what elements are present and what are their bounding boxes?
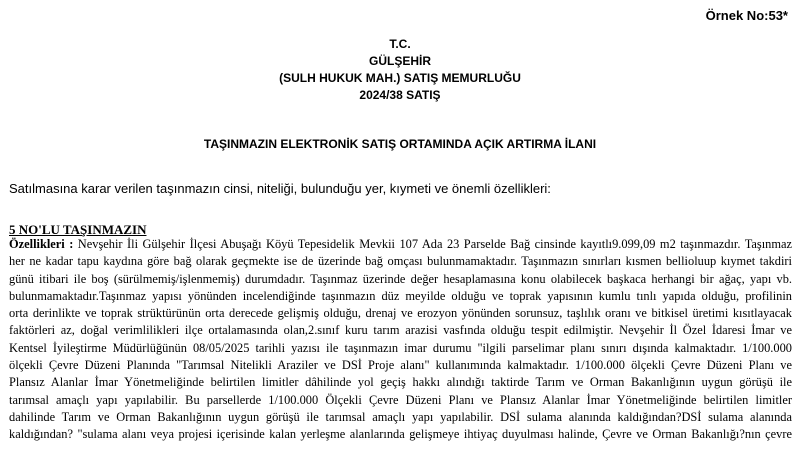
features-line: faktörleri az, doğal verimlilikleri ilçe ortalamasında olan,2.sınıf kuru tarım arazisi vasfında olduğu tespit edilmiştir. Nevşehir İl Özel İdaresi İmar ve xyxy=(9,323,792,338)
features-line: Plansız Alanlar İmar Yönetmeliğinde belirtilen limitler dâhilinde yol geçiş hakkı alındığı taktirde Tarım ve Orman Bakanlığının uygun görüşü ile xyxy=(9,375,792,390)
header-line-tc: T.C. xyxy=(389,37,411,51)
features-line: orta derinlikte ve toprak strüktürünün orta derecede gelişmiş olduğu, drenaj ve erozyon yönünden sorunsuz, taşlılık oranı ve bitkisel üretimi kısıtlayacak xyxy=(9,306,792,321)
example-number: Örnek No:53* xyxy=(705,8,788,23)
document-header xyxy=(0,36,800,104)
features-line xyxy=(9,236,792,253)
features-line: her ne kadar tapu kaydına göre bağ olarak geçmekte ise de üzerinde bağ omçası bulunmamaktadır. Taşınmazın sınırları kısmen bellioluup kıymet takdiri xyxy=(9,254,792,269)
features-line: Kentsel İyileştirme Müdürlüğünün 08/05/2025 tarihli yazısı ile taşınmazın imar durumu "ilgili parselimar planı sınırı dışında kalmaktadır. 1/100.000 xyxy=(9,340,792,355)
header-line-file-no: 2024/38 SATIŞ xyxy=(359,88,441,102)
property-features xyxy=(9,236,792,444)
notice-title: TAŞINMAZIN ELEKTRONİK SATIŞ ORTAMINDA AÇIK ARTIRMA İLANI xyxy=(203,137,597,151)
features-line: bulunmamaktadır.Taşınmaz yapısı yönünden incelendiğinde taşınmazın düz meyilde olduğu ve toprak yapısının kumlu tınlı yapıda olduğu, profilinin xyxy=(9,288,792,303)
intro-text: Satılmasına karar verilen taşınmazın cinsi, niteliği, bulunduğu yer, kıymeti ve önemli özellikleri: xyxy=(9,181,551,196)
features-line: kaldığından? "sulama alanı veya projesi içerisinde kalan yerleşme alanlarında gelişmeye ihtiyaç duyulması halinde, Çevre ve Orman Bakanlığı?nın çevre xyxy=(9,427,792,442)
features-line: tarımsal amaçlı yapı yapılabilir. Bu parsellerde 1/100.000 Ölçekli Çevre Düzeni Planı ve Plansız Alanlar İmar Yönetmeliğinde belirtilen limitler xyxy=(9,392,792,407)
property-heading: 5 NO'LU TAŞINMAZIN xyxy=(9,222,147,237)
features-text: Nevşehir İli Gülşehir İlçesi Abuşağı Köyü Tepesidelik Mevkii 107 Ada 23 Parselde Bağ cinsinde kayıtlı9.099,09 m2 taşınmazdır. Taşınmaz xyxy=(73,237,792,251)
features-label: Özellikleri : xyxy=(9,237,74,251)
header-line-office: (SULH HUKUK MAH.) SATIŞ MEMURLUĞU xyxy=(279,71,521,85)
header-line-gulsehir: GÜLŞEHİR xyxy=(368,54,431,68)
features-line: günü itibari ile boş (sürülmemiş/işlenmemiş) durumdadır. Taşınmaz üzerinde değer hesaplamasına konu olabilecek başkaca herhangi bir ağaç, yapı vb. xyxy=(9,271,792,286)
features-line: dahilinde Tarım ve Orman Bakanlığının uygun görüşü ile tarımsal amaçlı yapı yapılabilir. DSİ sulama alanında kaldığından?DSİ sulama alanında xyxy=(9,409,792,424)
features-line: ölçekli Çevre Düzeni Planında "Tarımsal Nitelikli Araziler ve DSİ Proje alanı" kullanımında kalmaktadır. 1/100.000 ölçekli Çevre Düzeni Planı ve xyxy=(9,358,792,373)
